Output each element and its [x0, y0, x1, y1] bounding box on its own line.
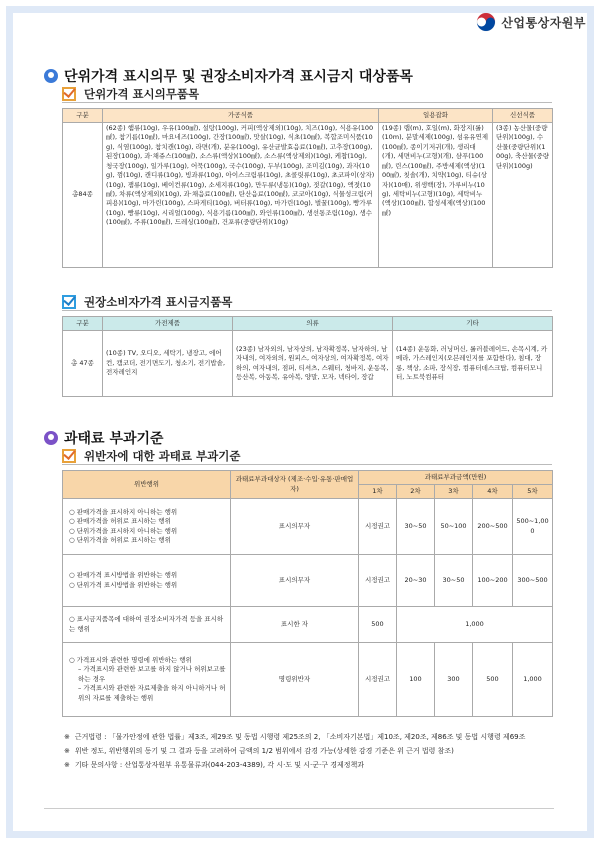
amount-cell: 100	[397, 643, 435, 717]
target-cell: 표시한 자	[231, 607, 359, 643]
table-row	[63, 643, 553, 717]
note-item: ※ 위반 정도, 위반행위의 동기 및 그 결과 등을 고려하여 금액의 1/2 범위에서 감경 가능(상세한 감경 기준은 위 근거 법령 참조)	[64, 747, 454, 756]
note-item: ※ 기타 문의사항 : 산업통상자원부 유통물류과(044-203-4389), 각 시·도 및 시·군·구 경제정책과	[64, 761, 365, 770]
list-item: ○ 판매가격을 허위로 표시하는 행위	[69, 517, 171, 526]
amount-cell: 200~500	[473, 499, 513, 555]
list-item: ○ 단위가격을 허위로 표시하는 행위	[69, 535, 171, 544]
amount-cell: 30~50	[397, 499, 435, 555]
sub1-title	[62, 86, 199, 102]
unit-price-table	[62, 108, 553, 268]
table-header: 1차	[359, 485, 397, 499]
row-label: 총 47종	[63, 331, 103, 397]
section1-title-text: 단위가격 표시의무 및 권장소비자가격 표시금지 대상품목	[64, 69, 413, 85]
table-row	[63, 331, 553, 397]
penalty-table	[62, 470, 553, 717]
notes	[64, 732, 534, 775]
table-header: 신선식품	[493, 109, 553, 123]
amount-cell: 20~30	[397, 555, 435, 607]
checkbox-icon	[62, 295, 76, 309]
amount-cell: 500	[359, 607, 397, 643]
appliances-cell: (10종) TV, 오디오, 세탁기, 냉장고, 에어컨, 캠코더, 전기면도기, 청소기, 전기밥솥, 전자레인지	[103, 331, 233, 397]
table-row	[63, 555, 553, 607]
amount-cell: 시정권고	[359, 555, 397, 607]
list-item: – 가격표시와 관련한 보고를 하지 않거나 허위보고를 하는 경우	[78, 665, 226, 683]
target-cell: 명령위반자	[231, 643, 359, 717]
processed-food-cell: (62종) 햄류(10g), 우유(100㎖), 설탕(100g), 커피(액상제외)(10g), 치즈(10g), 식용유(100㎖), 참기름(10㎖), 마요네즈(100g), 간장(100㎖), 맛살(10g), 식초(10㎖), 복합조미식품(10g), 식염(100g), 참치캔(10g), 라면(개), 분유(100g), 유산균발효음료(10㎖), 고추장(100g), 된장(100g), 과·채쥬스(100㎖), 소스류(액상)(100㎖), 소스류(액상제외)(10g), 케찹(10g), 청국장(100g), 일가루(10g), 어묵(100g), 국수(100g), 두부(100g), 조미김(10g), 과자(10g), 껌(10g), 캔디류(10g), 빙과류(10g), 아이스크림류(10g), 초콜릿류(10g), 초코파이(상자)(10g), 잼류(10g), 베이컨류(10g), 소세지류(10g), 만두류(냉동)(10g), 젓갈(10g), 액젓(10㎖), 차류(액상제외)(10g), 과·채음료(100㎖), 탄산음료(100㎖), 코코아(10g), 식물성크림(커피용)(10g), 마가린(100g), 스파게티(10g), 버터류(10g), 마가린(10g), 벌꿀(100g), 빵가루(10g), 빵류(10g), 시리얼(100g), 식용기름(100㎖), 와인류(100㎖), 생선통조림(10g), 생수(100㎖), 주류(100㎖), 드레싱(100㎖), 건포류(중량단위)(10g)	[103, 123, 379, 268]
table-header: 가공식품	[103, 109, 379, 123]
row-label: 총84종	[63, 123, 103, 268]
table-header: 일용잡화	[379, 109, 493, 123]
sub2-title	[62, 294, 232, 310]
table-header: 3차	[435, 485, 473, 499]
note-item: ※ 근거법령 : 「물가안정에 관한 법률」제3조, 제29조 및 동법 시행령 제25조의 2, 「소비자기본법」제10조, 제20조, 제86조 및 동법 시행령 제69조	[64, 733, 526, 741]
list-item: ○ 가격표시와 관련한 명령에 위반하는 행위	[69, 655, 192, 664]
amount-cell: 1,000	[397, 607, 553, 643]
section2-title	[44, 428, 164, 448]
table-row	[63, 499, 553, 555]
target-cell: 표시의무자	[231, 499, 359, 555]
divider	[44, 808, 554, 809]
table-header-row	[63, 471, 553, 485]
section-bullet-icon	[44, 431, 58, 445]
amount-cell: 50~100	[435, 499, 473, 555]
sub2-title-text: 권장소비자가격 표시금지품목	[84, 295, 233, 309]
table-header: 5차	[513, 485, 553, 499]
clothing-cell: (23종) 남자외의, 남자상의, 남자확정복, 남자하의, 남자내의, 여자외의, 원피스, 여자상의, 여자확정복, 여자하의, 여자내의, 점퍼, 티셔츠, 스웨터, 청바지, 운동복, 등산복, 아동복, 유아복, 양말, 모자, 넥타이, 장갑	[233, 331, 393, 397]
sub3-underline	[62, 464, 552, 465]
list-item: ○ 판매가격 표시방법을 위반하는 행위	[69, 571, 178, 580]
amount-cell: 100~200	[473, 555, 513, 607]
table-header: 의류	[233, 317, 393, 331]
table-header: 과태료부과금액(만원)	[359, 471, 553, 485]
amount-cell: 시정권고	[359, 499, 397, 555]
violation-cell	[63, 643, 231, 717]
list-item: ○ 단위가격 표시방법을 위반하는 행위	[69, 580, 178, 589]
msrp-ban-table	[62, 316, 553, 397]
daily-goods-cell: (19종) 랩(m), 호일(m), 화장지(롤)(10m), 분말세제(100g), 섬유유연제(100㎖), 종이기저귀(개), 생리대(개), 세면비누(고형)(개), 샴푸(100㎖), 린스(100㎖), 주방세제(액상)(100㎖), 칫솔(개), 치약(10g), 티슈(상자)(10매), 위생백(장), 가루비누(10g), 세탁비누(고형)(10g), 세탁비누(액상)(100㎖), 합성세제(액상)(100㎖)	[379, 123, 493, 268]
section-bullet-icon	[44, 69, 58, 83]
amount-cell: 30~50	[435, 555, 473, 607]
table-header: 과태료부과대상자 (제조·수입·유통·판매업자)	[231, 471, 359, 499]
checkbox-icon	[62, 87, 76, 101]
table-header-row	[63, 317, 553, 331]
table-header: 2차	[397, 485, 435, 499]
table-header: 기타	[393, 317, 553, 331]
amount-cell: 1,000	[513, 643, 553, 717]
list-item: ○ 단위가격을 표시하지 아니하는 행위	[69, 526, 178, 535]
table-header: 위반행위	[63, 471, 231, 499]
amount-cell: 500	[473, 643, 513, 717]
taegeuk-icon	[476, 12, 496, 32]
violation-cell	[63, 499, 231, 555]
ministry-logo	[476, 12, 586, 32]
amount-cell: 300	[435, 643, 473, 717]
list-item: – 가격표시와 관련한 자료제출을 하지 아니하거나 허위의 자료를 제출하는 행위	[78, 684, 226, 702]
amount-cell: 500~1,000	[513, 499, 553, 555]
table-row	[63, 607, 553, 643]
table-header: 구분	[63, 317, 103, 331]
list-item: ○ 판매가격을 표시하지 아니하는 행위	[69, 507, 178, 516]
sub2-underline	[62, 310, 552, 311]
section1-title	[44, 66, 413, 86]
sub3-title-text: 위반자에 대한 과태료 부과기준	[84, 449, 241, 463]
amount-cell: 300~500	[513, 555, 553, 607]
sub3-title	[62, 448, 240, 464]
sub1-underline	[62, 102, 552, 103]
table-header: 구분	[63, 109, 103, 123]
fresh-food-cell: (3종) 농산물(중량단위)(100g), 수산물(중량단위)(100g), 축산물(중량단위)(100g)	[493, 123, 553, 268]
violation-cell	[63, 555, 231, 607]
section2-title-text: 과태료 부과기준	[64, 431, 164, 447]
table-header-row	[63, 109, 553, 123]
table-row	[63, 123, 553, 268]
target-cell: 표시의무자	[231, 555, 359, 607]
org-name: 산업통상자원부	[501, 15, 586, 30]
table-header: 4차	[473, 485, 513, 499]
sub1-title-text: 단위가격 표시의무품목	[84, 87, 200, 101]
list-item: ○ 표시금지품목에 대하여 권장소비자가격 등을 표시하는 행위	[69, 615, 224, 633]
checkbox-icon	[62, 449, 76, 463]
violation-cell	[63, 607, 231, 643]
amount-cell: 시정권고	[359, 643, 397, 717]
table-header: 가전제품	[103, 317, 233, 331]
etc-cell: (14종) 운동화, 러닝머신, 롤러블레이드, 손목시계, 카메라, 가스레인지(오븐레인지를 포함한다), 침대, 장롱, 책상, 소파, 장식장, 컴퓨터데스크탑, 컴퓨터모니터, 노트북컴퓨터	[393, 331, 553, 397]
